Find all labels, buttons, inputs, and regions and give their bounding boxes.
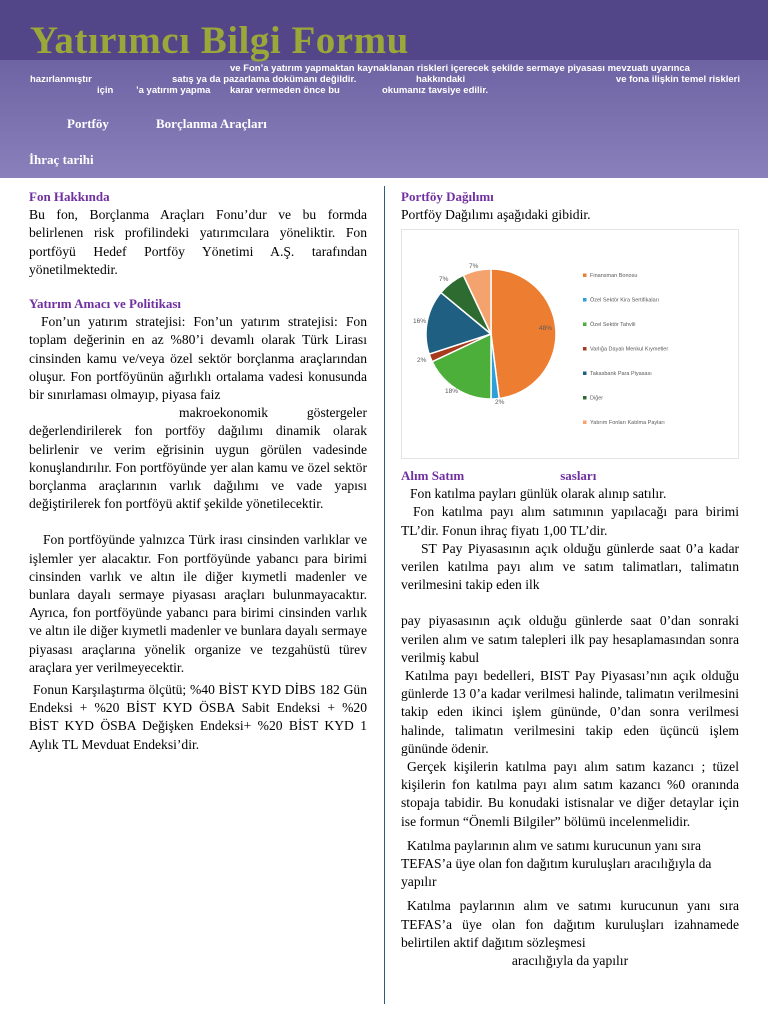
pie-slice [491, 269, 556, 398]
legend-swatch [583, 396, 587, 400]
legend-label: Yatırım Fonları Katılma Payları [590, 420, 665, 426]
portfolio-text: Portföy Dağılımı aşağıdaki gibidir. [401, 207, 591, 223]
legend-label: Takasbank Para Piyasası [590, 371, 652, 377]
legend-label: Özel Sektör Kira Sertifikaları [590, 297, 660, 304]
trade-heading-a: Alım Satım [401, 468, 465, 483]
intro-line-3d: okumanız tavsiye edilir. [382, 85, 489, 96]
legend-swatch [583, 274, 587, 278]
policy-paragraph-1 [29, 313, 367, 404]
legend-label: Diğer [590, 395, 604, 402]
trade-section [401, 467, 739, 970]
legend-swatch [583, 323, 587, 327]
policy-p1-c: göstergeler [306, 405, 367, 421]
header-banner [0, 0, 768, 178]
pie-data-label: 7% [439, 276, 449, 283]
intro-text [30, 63, 740, 96]
about-heading: Fon Hakkında [29, 189, 110, 204]
policy-p1-b: makroekonomik [179, 405, 269, 421]
legend-label: Özel Sektör Tahvili [590, 322, 636, 328]
pie-data-label: 18% [445, 388, 459, 395]
pie-data-label: 2% [417, 357, 427, 364]
intro-line-1: ve Fon’a yatırım yapmaktan kaynaklanan riskleri içerecek şekilde sermaye piyasası mevzuatı uyarınca [230, 63, 690, 74]
fund-type: Borçlanma Araçları [156, 116, 267, 131]
right-column [401, 188, 739, 224]
legend-swatch [583, 372, 587, 376]
policy-heading: Yatırım Amacı ve Politikası [29, 296, 182, 312]
intro-line-3b: ’a yatırım yapma [136, 85, 211, 96]
intro-line-3a: için [97, 85, 114, 96]
legend-swatch [583, 421, 587, 425]
trade-p2: Fon katılma payı alım satımının yapılacağı para birimi TL’dir. Fonun ihraç fiyatı 1,00 TL’dir. [401, 504, 739, 538]
trade-p5: Katılma payı bedelleri, BIST Pay Piyasası’nın açık olduğu günlerde 13 0’a kadar verilmesi halinde, talimatın verilmesini takip eden ikinci işlem gününde, 0’dan sonra verilmesi halinde, talimatın verilmesini takip eden üçüncü işlem gününde ödenir. [401, 668, 739, 756]
policy-p1-d: değerlendirilerek fon portföy dağılımı dinamik olarak belirlenir ve verim eğrisinin uygun görülen vadesinde konuşlandırılır. Fon portföyünde yer alan kamu ve özel sektör borçlanma araçlarının varlık dağılımı ve vade yapısı değiştirilerek fon portföyü aktif şekilde yönetilecektir. [29, 423, 367, 512]
column-divider [384, 186, 385, 1004]
policy-paragraph-3: Fonun Karşılaştırma ölçütü; %40 BİST KYD DİBS 182 Gün Endeksi + %20 BİST KYD ÖSBA Sabit Endeksi + %20 BİST KYD ÖSBA Değişken Endeksi+ %20 BİST KYD 1 Aylık TL Mevduat Endeksi’dir. [29, 682, 367, 752]
about-text: Bu fon, Borçlanma Araçları Fonu’dur ve bu formda belirlenen risk profilindeki yatırımcılara yöneliktir. Fon portföyü Hedef Portföy Yönetimi A.Ş. tarafından yönetilmektedir. [29, 207, 367, 277]
intro-line-2a: hazırlanmıştır [30, 74, 92, 85]
legend-swatch [583, 347, 587, 351]
pie-chart-svg [402, 230, 740, 460]
trade-p8b: aracılığıyla da yapılır [511, 953, 629, 969]
policy-p1-a: Fon’un yatırım stratejisi: Fon’un yatırım stratejisi: Fon toplam değerinin en az %80’i devamlı olarak Türk Lirası cinsinden kamu ve/veya özel sektör borçlanma araçlarından oluşur. Fon portföyünün ağırlıklı ortalama vadesi konusunda bir sınırlaması olmayıp, piyasa faiz [29, 314, 367, 403]
trade-p8a: Katılma paylarının alım ve satımı kurucunun yanı sıra TEFAS’a üye olan fon dağıtım kuruluşları izahnamede belirtilen aktif dağıtım sözleşmesi [401, 898, 739, 950]
intro-line-2c: hakkındaki [416, 74, 466, 85]
intro-line-2d: ve fona ilişkin temel riskleri [615, 74, 740, 85]
policy-p1-line [29, 404, 367, 422]
intro-line-3c: karar vermeden önce bu [230, 85, 340, 96]
portfolio-label: Portföy [67, 116, 109, 131]
intro-line-2b: satış ya da pazarlama dokümanı değildir. [172, 74, 357, 85]
page-title: Yatırımcı Bilgi Formu [30, 19, 409, 62]
left-column [29, 188, 367, 754]
trade-p6: Gerçek kişilerin katılma payı alım satım kazancı ; tüzel kişilerin fon katılma payı alım satım kazancı %0 oranında stopaja tabidir. Bu konudaki istisnalar ve diğer detaylar için ise formun “Önemli Bilgiler” bölümü incelenmelidir. [401, 759, 739, 829]
trade-p3: ST Pay Piyasasının açık olduğu günlerde saat 0’a kadar verilen katılma payı alım ve satım talimatları, talimatın verilmesini takip eden ilk [401, 540, 739, 593]
portfolio-pie-chart [401, 229, 739, 459]
issue-date-label: İhraç tarihi [29, 152, 94, 167]
trade-p1: Fon katılma payları günlük olarak alınıp satılır. [410, 486, 667, 502]
legend-swatch [583, 298, 587, 302]
pie-data-label: 7% [469, 263, 479, 270]
policy-paragraph-2: Fon portföyünde yalnızca Türk irası cinsinden varlıklar ve işlemler yer alacaktır. Fon portföyünde yabancı para birimi cinsinden varlık ve altın ile diğer kıymetli madenler ve bunlara dayalı sermaye piyasası araçları bulunmayacaktır. Ayrıca, fon portföyünde yabancı para birimi cinsinden varlık ve altın ile diğer kıymetli madenler ve bunlara dayalı sermaye piyasası araçlarına yönelik organize ve tezgahüstü türev araçlara yer verilmeyecektir. [29, 532, 367, 675]
portfolio-heading: Portföy Dağılımı [401, 189, 494, 204]
legend-label: Varlığa Dayalı Menkul Kıymetler [590, 346, 669, 353]
trade-p4: pay piyasasının açık olduğu günlerde saat 0’dan sonraki verilen alım ve satım talepleri ilk pay hesaplamasından sonra verilmiş kabul [401, 613, 739, 665]
trade-p7: Katılma paylarının alım ve satımı kurucunun yanı sıra TEFAS’a üye olan fon dağıtım kuruluşları aracılığıyla da yapılır [401, 837, 712, 890]
legend-label: Finansman Bonosu [590, 273, 638, 279]
trade-heading [401, 467, 739, 485]
trade-heading-b: sasları [560, 468, 597, 483]
pie-data-label: 48% [539, 325, 553, 332]
pie-data-label: 16% [413, 318, 427, 325]
pie-data-label: 2% [495, 399, 505, 406]
